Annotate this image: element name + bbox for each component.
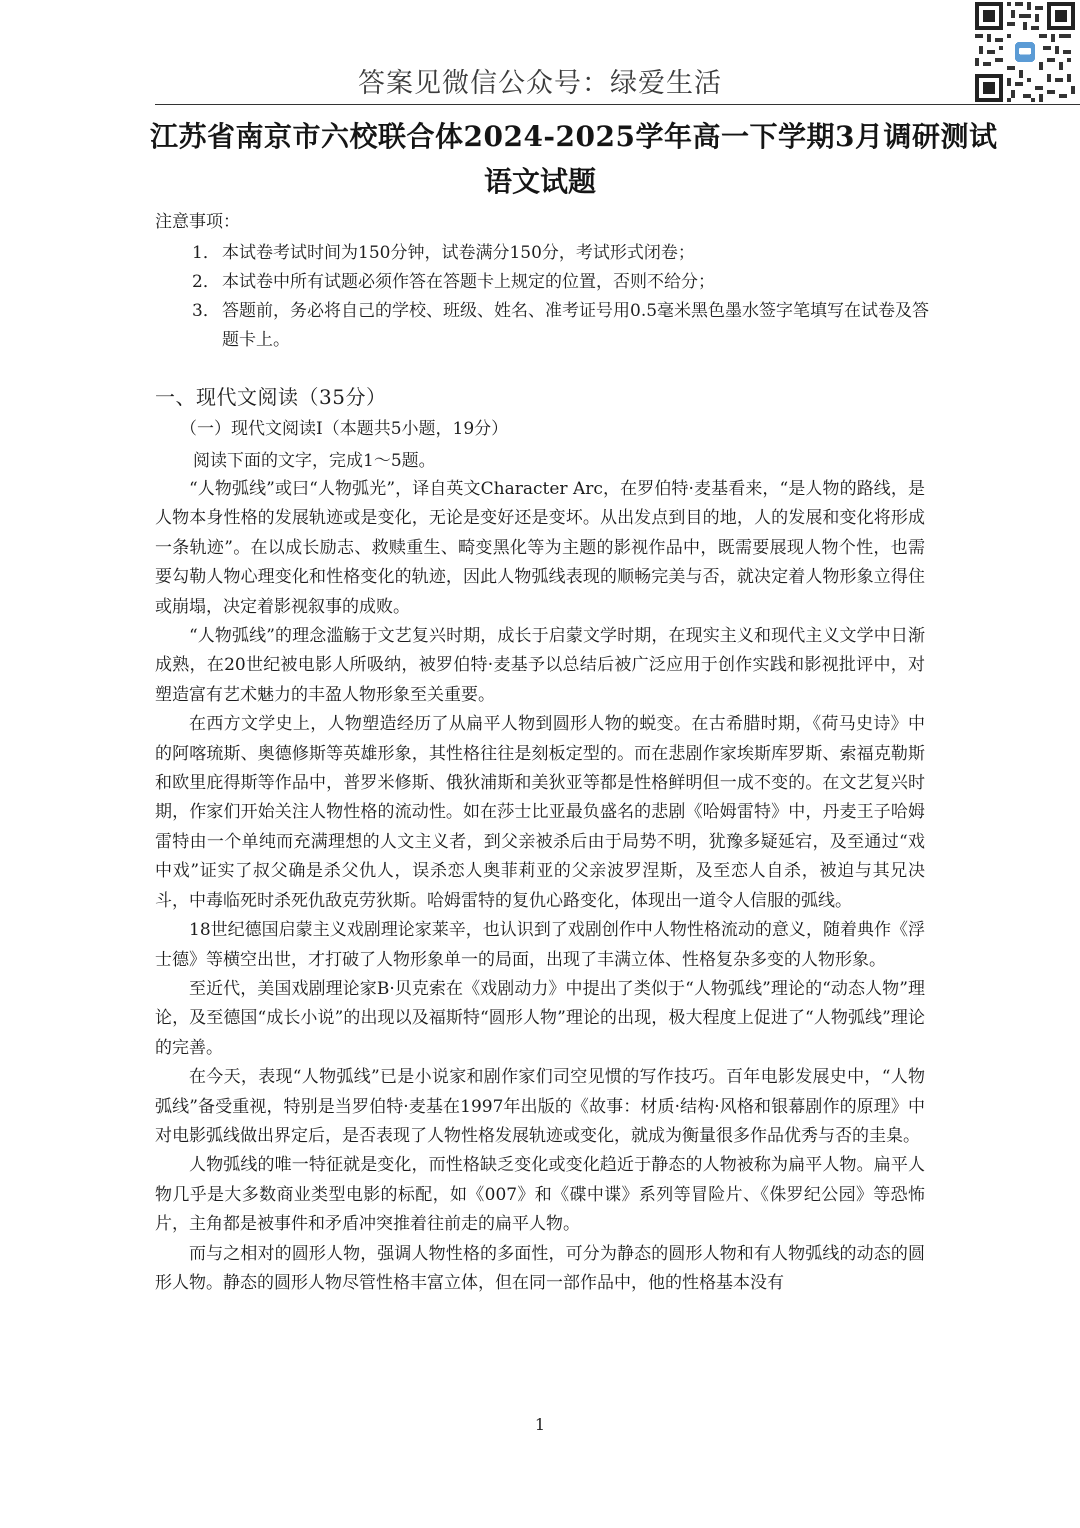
passage-paragraph: 在西方文学史上，人物塑造经历了从扁平人物到圆形人物的蜕变。在古希腊时期，《荷马史诗》中的阿喀琉斯、奥德修斯等英雄形象，其性格往往是刻板定型的。而在悲剧作家埃斯库罗斯、索福克勒斯和欧里庇得斯等作品中，普罗米修斯、俄狄浦斯和美狄亚等都是性格鲜明但一成不变的。在文艺复兴时期，作家们开始关注人物性格的流动性。如在莎士比亚最负盛名的悲剧《哈姆雷特》中，丹麦王子哈姆雷特由一个单纯而充满理想的人文主义者，到父亲被杀后由于局势不明，犹豫多疑延宕，及至通过“戏中戏”证实了叔父确是杀父仇人，误杀恋人奥菲莉亚的父亲波罗涅斯，及至恋人自杀，被迫与其兄决斗，中毒临死时杀死仇敌克劳狄斯。哈姆雷特的复仇心路变化，体现出一道令人信服的弧线。 [155, 714, 925, 911]
passage-paragraph: “人物弧线”的理念滥觞于文艺复兴时期，成长于启蒙文学时期，在现实主义和现代主义文学中日渐成熟，在20世纪被电影人所吸纳，被罗伯特·麦基予以总结后被广泛应用于创作实践和影视批评中，对塑造富有艺术魅力的丰盈人物形象至关重要。 [155, 626, 925, 705]
passage-paragraph: 人物弧线的唯一特征就是变化，而性格缺乏变化或变化趋近于静态的人物被称为扁平人物。扁平人物几乎是大多数商业类型电影的标配，如《007》和《碟中谍》系列等冒险片、《侏罗纪公园》等恐怖片，主角都是被事件和矛盾冲突推着往前走的扁平人物。 [155, 1155, 925, 1235]
notice-item-text: 本试卷中所有试题必须作答在答题卡上规定的位置，否则不给分； [222, 272, 715, 292]
subsection-title: （一）现代文阅读Ⅰ（本题共5小题，19分） [180, 419, 509, 439]
page-number: 1 [534, 1415, 546, 1434]
passage-paragraph: 18世纪德国启蒙主义戏剧理论家莱辛，也认识到了戏剧创作中人物性格流动的意义，随着典作《浮士德》等横空出世，才打破了人物形象单一的局面，出现了丰满立体、性格复杂多变的人物形象。 [155, 920, 925, 970]
notice-heading: 注意事项： [155, 212, 240, 232]
notice-item [192, 297, 932, 355]
passage-paragraph: 至近代，美国戏剧理论家B·贝克索在《戏剧动力》中提出了类似于“人物弧线”理论的“动态人物”理论，及至德国“成长小说”的出现以及福斯特“圆形人物”理论的出现，极大程度上促进了“人物弧线”理论的完善。 [155, 978, 925, 1058]
passage-paragraph: “人物弧线”或曰“人物弧光”，译自英文Character Arc，在罗伯特·麦基看来，“是人物的路线，是人物本身性格的发展轨迹或是变化，无论是变好还是变坏。从出发点到目的地，人的发展和变化将形成一条轨迹”。在以成长励志、救赎重生、畸变黑化等为主题的影视作品中，既需要展现人物个性，也需要勾勒人物心理变化和性格变化的轨迹，因此人物弧线表现的顺畅完美与否，就决定着人物形象立得住或崩塌，决定着影视叙事的成败。 [155, 479, 925, 617]
notice-item-text: 答题前，务必将自己的学校、班级、姓名、准考证号用0.5毫米黑色墨水签字笔填写在试卷及答题卡上。 [222, 301, 930, 350]
passage-paragraph: 而与之相对的圆形人物，强调人物性格的多面性，可分为静态的圆形人物和有人物弧线的动态的圆形人物。静态的圆形人物尽管性格丰富立体，但在同一部作品中，他的性格基本没有 [155, 1243, 925, 1293]
notice-item-number: 2． [192, 272, 220, 292]
exam-title: 江苏省南京市六校联合体2024-2025学年高一下学期3月调研测试 [150, 120, 998, 153]
notice-item-number: 3． [192, 301, 220, 321]
passage-paragraph: 在今天，表现“人物弧线”已是小说家和剧作家们司空见惯的写作技巧。百年电影发展史中，“人物弧线”备受重视，特别是当罗伯特·麦基在1997年出版的《故事：材质·结构·风格和银幕剧作的原理》中对电影弧线做出界定后，是否表现了人物性格发展轨迹或变化，就成为衡量很多作品优秀与否的圭臬。 [155, 1067, 925, 1146]
notice-item-text: 本试卷考试时间为150分钟，试卷满分150分，考试形式闭卷； [222, 243, 695, 263]
wechat-note: 答案见微信公众号：绿爱生活 [358, 68, 722, 99]
notice-item-number: 1． [192, 243, 220, 263]
notice-item [192, 239, 932, 268]
qr-code-icon [975, 2, 1075, 102]
notice-item [192, 268, 932, 297]
reading-passage [155, 475, 925, 1298]
notice-list [192, 239, 932, 355]
header-divider [155, 104, 1080, 105]
section-title: 一、现代文阅读（35分） [155, 385, 387, 409]
reading-instruction: 阅读下面的文字，完成1～5题。 [193, 451, 436, 471]
exam-subject: 语文试题 [483, 165, 596, 198]
